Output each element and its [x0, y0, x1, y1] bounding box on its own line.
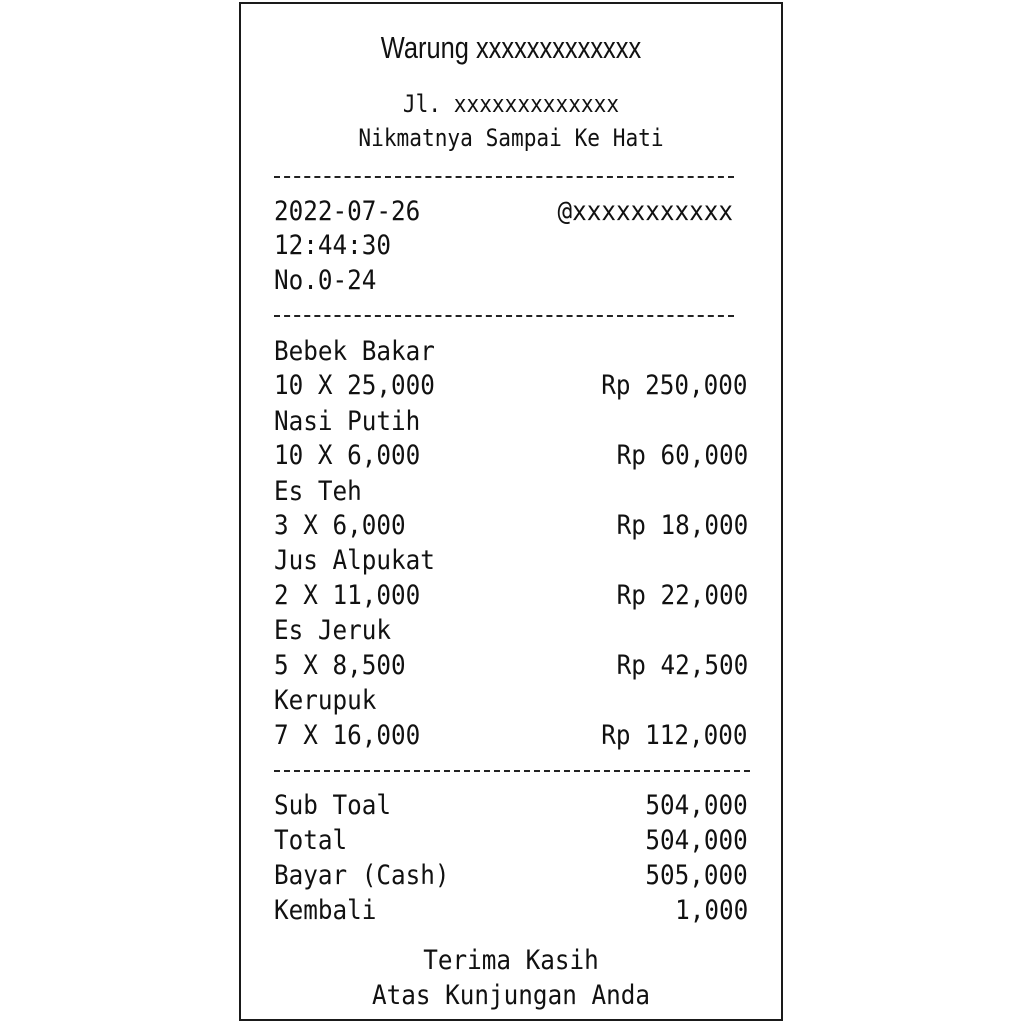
item-amount: Rp 60,000 [616, 440, 748, 471]
item-name: Jus Alpukat [274, 545, 435, 576]
item-name: Bebek Bakar [274, 336, 435, 367]
item-name: Es Teh [274, 476, 362, 507]
item-qty-price: 5 X 8,500 [274, 650, 406, 681]
item-amount: Rp 42,500 [616, 650, 748, 681]
item-qty-price: 2 X 11,000 [274, 580, 421, 611]
subtotal-label: Sub Toal [274, 790, 392, 821]
item-qty-price: 10 X 6,000 [274, 440, 421, 471]
receipt-number: No.0-24 [274, 265, 377, 296]
item-amount: Rp 112,000 [601, 720, 748, 751]
change-label: Kembali [274, 895, 377, 926]
item-qty-price: 3 X 6,000 [274, 510, 406, 541]
item-amount: Rp 18,000 [616, 510, 748, 541]
shop-address: Jl. xxxxxxxxxxxxx [402, 90, 620, 118]
item-qty-price: 10 X 25,000 [274, 370, 435, 401]
total-label: Total [274, 825, 348, 856]
paid-label: Bayar (Cash) [274, 860, 450, 891]
receipt-date: 2022-07-26 [274, 196, 421, 227]
paid-value: 505,000 [645, 860, 748, 891]
receipt-handle: @xxxxxxxxxxx [557, 196, 733, 227]
item-name: Kerupuk [274, 685, 377, 716]
item-name: Es Jeruk [274, 615, 392, 646]
receipt-time: 12:44:30 [274, 230, 392, 261]
item-amount: Rp 250,000 [601, 370, 748, 401]
item-qty-price: 7 X 16,000 [274, 720, 421, 751]
divider [274, 770, 750, 772]
total-value: 504,000 [645, 825, 748, 856]
change-value: 1,000 [674, 895, 748, 926]
footer-visit: Atas Kunjungan Anda [372, 980, 650, 1011]
divider [274, 176, 734, 178]
footer-thanks: Terima Kasih [423, 945, 599, 976]
shop-name: Warung xxxxxxxxxxxxx [380, 30, 642, 65]
item-amount: Rp 22,000 [616, 580, 748, 611]
divider [274, 315, 734, 317]
item-name: Nasi Putih [274, 406, 421, 437]
receipt [239, 2, 783, 1021]
shop-slogan: Nikmatnya Sampai Ke Hati [358, 124, 664, 152]
subtotal-value: 504,000 [645, 790, 748, 821]
